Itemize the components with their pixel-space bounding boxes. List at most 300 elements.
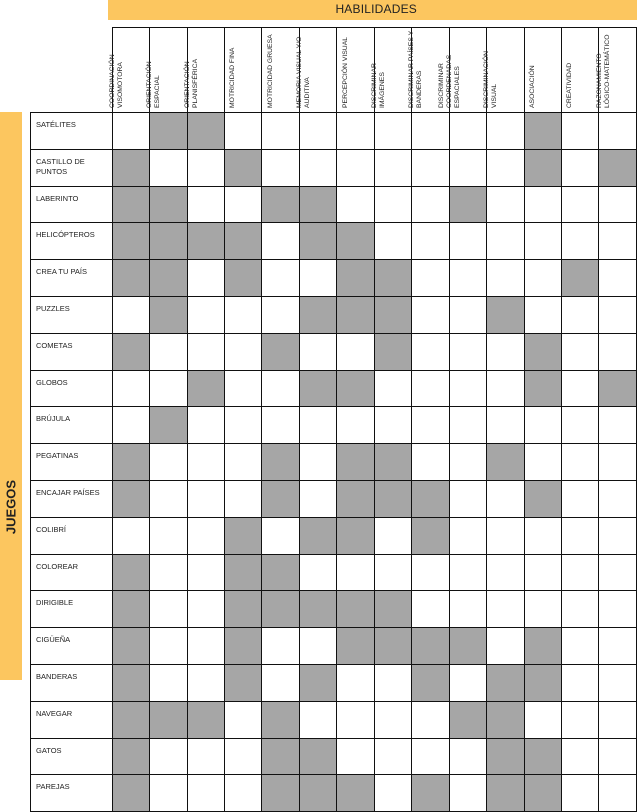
- empty-cell: [449, 591, 486, 628]
- empty-cell: [449, 407, 486, 444]
- filled-cell: [187, 113, 224, 150]
- empty-cell: [487, 517, 524, 554]
- empty-cell: [374, 370, 411, 407]
- empty-cell: [561, 296, 598, 333]
- table-row: [31, 113, 637, 150]
- table-row: [31, 186, 637, 223]
- empty-cell: [150, 149, 187, 186]
- empty-cell: [262, 517, 299, 554]
- row-label: DIRIGIBLE: [31, 591, 113, 628]
- empty-cell: [487, 149, 524, 186]
- empty-cell: [187, 664, 224, 701]
- filled-cell: [225, 554, 262, 591]
- empty-cell: [487, 628, 524, 665]
- filled-cell: [150, 260, 187, 297]
- column-header-label: ORIENTACIÓN PLANISFÉRICA: [183, 58, 199, 108]
- empty-cell: [449, 664, 486, 701]
- empty-cell: [187, 444, 224, 481]
- filled-cell: [225, 591, 262, 628]
- filled-cell: [487, 444, 524, 481]
- empty-cell: [487, 554, 524, 591]
- empty-cell: [524, 591, 561, 628]
- row-label: COLIBRÍ: [31, 517, 113, 554]
- row-label: CIGÜEÑA: [31, 628, 113, 665]
- filled-cell: [524, 370, 561, 407]
- column-header-label: MEMORIA VISUAL Y/O AUDITIVA: [296, 36, 312, 108]
- empty-cell: [225, 296, 262, 333]
- filled-cell: [262, 333, 299, 370]
- empty-cell: [524, 186, 561, 223]
- empty-cell: [561, 554, 598, 591]
- filled-cell: [561, 260, 598, 297]
- column-header-label: MOTRICIDAD GRUESA: [266, 34, 274, 108]
- filled-cell: [337, 370, 374, 407]
- filled-cell: [524, 738, 561, 775]
- empty-cell: [187, 517, 224, 554]
- empty-cell: [337, 738, 374, 775]
- empty-cell: [599, 628, 637, 665]
- empty-cell: [487, 370, 524, 407]
- filled-cell: [374, 260, 411, 297]
- filled-cell: [524, 333, 561, 370]
- empty-cell: [150, 591, 187, 628]
- table-row: [31, 296, 637, 333]
- column-header: [483, 28, 524, 113]
- filled-cell: [262, 554, 299, 591]
- empty-cell: [449, 444, 486, 481]
- filled-cell: [150, 223, 187, 260]
- table-row: [31, 223, 637, 260]
- filled-cell: [112, 444, 149, 481]
- filled-cell: [337, 444, 374, 481]
- empty-cell: [299, 554, 336, 591]
- filled-cell: [150, 407, 187, 444]
- filled-cell: [487, 738, 524, 775]
- filled-cell: [112, 186, 149, 223]
- empty-cell: [449, 370, 486, 407]
- filled-cell: [412, 775, 449, 812]
- empty-cell: [487, 591, 524, 628]
- filled-cell: [299, 517, 336, 554]
- filled-cell: [262, 480, 299, 517]
- filled-cell: [337, 223, 374, 260]
- filled-cell: [112, 480, 149, 517]
- filled-cell: [524, 480, 561, 517]
- column-header: [108, 28, 149, 113]
- empty-cell: [262, 149, 299, 186]
- empty-cell: [337, 333, 374, 370]
- empty-cell: [487, 407, 524, 444]
- empty-cell: [487, 480, 524, 517]
- filled-cell: [487, 701, 524, 738]
- empty-cell: [150, 333, 187, 370]
- column-header-label: COORDINACIÓN VISOMOTORA: [108, 54, 124, 108]
- empty-cell: [487, 260, 524, 297]
- filled-cell: [599, 149, 637, 186]
- empty-cell: [449, 333, 486, 370]
- filled-cell: [299, 186, 336, 223]
- column-header: [524, 28, 561, 113]
- filled-cell: [412, 664, 449, 701]
- empty-cell: [299, 113, 336, 150]
- empty-cell: [449, 480, 486, 517]
- row-label: COLOREAR: [31, 554, 113, 591]
- empty-cell: [187, 333, 224, 370]
- empty-cell: [412, 296, 449, 333]
- column-header-label: ORIENTACIÓN ESPACIAL: [146, 61, 162, 108]
- filled-cell: [225, 260, 262, 297]
- filled-cell: [112, 260, 149, 297]
- filled-cell: [225, 628, 262, 665]
- empty-cell: [561, 407, 598, 444]
- empty-cell: [299, 444, 336, 481]
- table-row: [31, 149, 637, 186]
- empty-cell: [374, 701, 411, 738]
- filled-cell: [599, 370, 637, 407]
- empty-cell: [599, 517, 637, 554]
- row-label: GLOBOS: [31, 370, 113, 407]
- column-header-label: CREATIVIDAD: [566, 62, 574, 108]
- empty-cell: [449, 296, 486, 333]
- row-label: COMETAS: [31, 333, 113, 370]
- empty-cell: [150, 554, 187, 591]
- column-header-label: PERCEPCIÓN VISUAL: [341, 36, 349, 108]
- row-label: CREA TU PAÍS: [31, 260, 113, 297]
- empty-cell: [374, 738, 411, 775]
- empty-cell: [187, 407, 224, 444]
- empty-cell: [524, 223, 561, 260]
- empty-cell: [412, 738, 449, 775]
- row-label: HELICÓPTEROS: [31, 223, 113, 260]
- empty-cell: [187, 738, 224, 775]
- empty-cell: [524, 517, 561, 554]
- column-header-label: DISCRIMINAR PAÍSES Y BANDERAS: [408, 30, 424, 108]
- empty-cell: [374, 517, 411, 554]
- empty-cell: [187, 186, 224, 223]
- empty-cell: [150, 517, 187, 554]
- table-row: [31, 517, 637, 554]
- column-header-label: MOTRICIDAD FINA: [229, 47, 237, 108]
- table-row: [31, 664, 637, 701]
- column-header: [296, 28, 336, 113]
- empty-cell: [599, 701, 637, 738]
- filled-cell: [262, 738, 299, 775]
- empty-cell: [599, 738, 637, 775]
- empty-cell: [412, 113, 449, 150]
- juegos-title: JUEGOS: [3, 479, 19, 535]
- filled-cell: [449, 628, 486, 665]
- empty-cell: [187, 260, 224, 297]
- empty-cell: [337, 701, 374, 738]
- filled-cell: [299, 664, 336, 701]
- filled-cell: [374, 333, 411, 370]
- row-label: PEGATINAS: [31, 444, 113, 481]
- habilidades-title: HABILIDADES: [335, 2, 417, 16]
- empty-cell: [487, 223, 524, 260]
- row-label: BANDERAS: [31, 664, 113, 701]
- empty-cell: [599, 480, 637, 517]
- empty-cell: [599, 296, 637, 333]
- empty-cell: [412, 333, 449, 370]
- empty-cell: [299, 628, 336, 665]
- empty-cell: [187, 628, 224, 665]
- filled-cell: [150, 113, 187, 150]
- filled-cell: [337, 517, 374, 554]
- empty-cell: [262, 223, 299, 260]
- filled-cell: [374, 591, 411, 628]
- filled-cell: [337, 480, 374, 517]
- empty-cell: [337, 664, 374, 701]
- column-header-label: DISCRIMINAR COORDENADAS ESPACIALES: [437, 54, 461, 108]
- column-header: [561, 28, 598, 113]
- filled-cell: [374, 444, 411, 481]
- empty-cell: [599, 407, 637, 444]
- empty-cell: [412, 407, 449, 444]
- filled-cell: [112, 775, 149, 812]
- empty-cell: [599, 113, 637, 150]
- filled-cell: [337, 296, 374, 333]
- empty-cell: [524, 554, 561, 591]
- empty-cell: [225, 444, 262, 481]
- empty-cell: [150, 664, 187, 701]
- filled-cell: [299, 223, 336, 260]
- empty-cell: [412, 444, 449, 481]
- empty-cell: [599, 186, 637, 223]
- empty-cell: [374, 113, 411, 150]
- juegos-side-bar: [0, 112, 22, 680]
- table-row: [31, 738, 637, 775]
- filled-cell: [225, 517, 262, 554]
- column-header: [183, 28, 224, 113]
- empty-cell: [374, 775, 411, 812]
- empty-cell: [412, 186, 449, 223]
- column-header: [337, 28, 374, 113]
- filled-cell: [112, 664, 149, 701]
- column-header-label: RAZONAMIENTO LÓGICO-MATEMÁTICO: [595, 34, 611, 108]
- empty-cell: [412, 260, 449, 297]
- table-row: [31, 701, 637, 738]
- filled-cell: [262, 775, 299, 812]
- empty-cell: [449, 775, 486, 812]
- row-label: PAREJAS: [31, 775, 113, 812]
- empty-cell: [599, 444, 637, 481]
- table-row: [31, 260, 637, 297]
- empty-cell: [374, 186, 411, 223]
- row-label: SATÉLITES: [31, 113, 113, 150]
- empty-cell: [599, 333, 637, 370]
- filled-cell: [524, 113, 561, 150]
- filled-cell: [262, 701, 299, 738]
- filled-cell: [299, 775, 336, 812]
- empty-cell: [337, 554, 374, 591]
- corner-cell: [31, 28, 113, 113]
- filled-cell: [299, 591, 336, 628]
- empty-cell: [225, 738, 262, 775]
- empty-cell: [561, 664, 598, 701]
- empty-cell: [187, 149, 224, 186]
- table-row: [31, 554, 637, 591]
- empty-cell: [524, 407, 561, 444]
- empty-cell: [187, 480, 224, 517]
- empty-cell: [337, 186, 374, 223]
- empty-cell: [599, 223, 637, 260]
- empty-cell: [599, 664, 637, 701]
- empty-cell: [299, 260, 336, 297]
- empty-cell: [449, 738, 486, 775]
- filled-cell: [112, 333, 149, 370]
- filled-cell: [112, 223, 149, 260]
- filled-cell: [374, 296, 411, 333]
- empty-cell: [374, 664, 411, 701]
- empty-cell: [299, 407, 336, 444]
- empty-cell: [112, 407, 149, 444]
- empty-cell: [561, 775, 598, 812]
- filled-cell: [225, 149, 262, 186]
- empty-cell: [150, 370, 187, 407]
- column-header: [437, 28, 486, 113]
- empty-cell: [449, 260, 486, 297]
- skills-games-matrix: [30, 27, 637, 812]
- empty-cell: [150, 738, 187, 775]
- empty-cell: [374, 407, 411, 444]
- empty-cell: [561, 701, 598, 738]
- empty-cell: [561, 591, 598, 628]
- filled-cell: [412, 628, 449, 665]
- empty-cell: [150, 480, 187, 517]
- empty-cell: [112, 296, 149, 333]
- empty-cell: [412, 554, 449, 591]
- empty-cell: [524, 260, 561, 297]
- filled-cell: [262, 186, 299, 223]
- filled-cell: [412, 517, 449, 554]
- filled-cell: [337, 591, 374, 628]
- filled-cell: [524, 628, 561, 665]
- row-label: PUZZLES: [31, 296, 113, 333]
- empty-cell: [262, 296, 299, 333]
- empty-cell: [561, 186, 598, 223]
- empty-cell: [225, 113, 262, 150]
- empty-cell: [112, 113, 149, 150]
- filled-cell: [449, 701, 486, 738]
- filled-cell: [374, 628, 411, 665]
- filled-cell: [337, 260, 374, 297]
- empty-cell: [299, 701, 336, 738]
- empty-cell: [337, 149, 374, 186]
- empty-cell: [262, 370, 299, 407]
- table-row: [31, 333, 637, 370]
- filled-cell: [524, 775, 561, 812]
- row-label: CASTILLO DE PUNTOS: [31, 149, 113, 186]
- filled-cell: [524, 664, 561, 701]
- column-header: [262, 28, 299, 113]
- table-row: [31, 444, 637, 481]
- empty-cell: [225, 333, 262, 370]
- column-header: [595, 28, 637, 113]
- empty-cell: [524, 444, 561, 481]
- empty-cell: [337, 113, 374, 150]
- empty-cell: [561, 149, 598, 186]
- filled-cell: [337, 775, 374, 812]
- column-header: [371, 28, 411, 113]
- empty-cell: [374, 223, 411, 260]
- filled-cell: [150, 186, 187, 223]
- filled-cell: [262, 591, 299, 628]
- filled-cell: [487, 664, 524, 701]
- column-header-row: [31, 28, 637, 113]
- empty-cell: [412, 701, 449, 738]
- empty-cell: [561, 223, 598, 260]
- empty-cell: [524, 701, 561, 738]
- filled-cell: [524, 149, 561, 186]
- empty-cell: [262, 113, 299, 150]
- empty-cell: [225, 370, 262, 407]
- filled-cell: [187, 223, 224, 260]
- filled-cell: [299, 296, 336, 333]
- empty-cell: [150, 775, 187, 812]
- filled-cell: [112, 591, 149, 628]
- empty-cell: [412, 591, 449, 628]
- empty-cell: [187, 554, 224, 591]
- filled-cell: [449, 186, 486, 223]
- empty-cell: [187, 296, 224, 333]
- empty-cell: [225, 701, 262, 738]
- empty-cell: [524, 296, 561, 333]
- matrix-body: [31, 113, 637, 812]
- empty-cell: [412, 223, 449, 260]
- empty-cell: [299, 480, 336, 517]
- empty-cell: [150, 628, 187, 665]
- table-row: [31, 370, 637, 407]
- filled-cell: [150, 296, 187, 333]
- empty-cell: [112, 370, 149, 407]
- empty-cell: [561, 517, 598, 554]
- empty-cell: [449, 113, 486, 150]
- filled-cell: [374, 480, 411, 517]
- empty-cell: [262, 664, 299, 701]
- empty-cell: [374, 149, 411, 186]
- filled-cell: [412, 480, 449, 517]
- filled-cell: [112, 738, 149, 775]
- filled-cell: [112, 149, 149, 186]
- empty-cell: [262, 628, 299, 665]
- empty-cell: [561, 333, 598, 370]
- empty-cell: [225, 775, 262, 812]
- filled-cell: [112, 554, 149, 591]
- table-row: [31, 591, 637, 628]
- empty-cell: [225, 186, 262, 223]
- empty-cell: [487, 186, 524, 223]
- empty-cell: [187, 775, 224, 812]
- empty-cell: [262, 260, 299, 297]
- table-row: [31, 775, 637, 812]
- filled-cell: [299, 738, 336, 775]
- empty-cell: [561, 480, 598, 517]
- empty-cell: [225, 480, 262, 517]
- empty-cell: [225, 407, 262, 444]
- row-label: GATOS: [31, 738, 113, 775]
- empty-cell: [299, 149, 336, 186]
- column-header-label: DISCRIMINAR IMÁGENES: [371, 63, 387, 108]
- column-header-label: DISCRIMINACIÓN VISUAL: [483, 50, 499, 108]
- column-header-label: ASOCIACIÓN: [528, 65, 536, 108]
- filled-cell: [225, 664, 262, 701]
- empty-cell: [112, 517, 149, 554]
- empty-cell: [449, 554, 486, 591]
- empty-cell: [561, 370, 598, 407]
- empty-cell: [449, 517, 486, 554]
- row-label: BRÚJULA: [31, 407, 113, 444]
- empty-cell: [561, 628, 598, 665]
